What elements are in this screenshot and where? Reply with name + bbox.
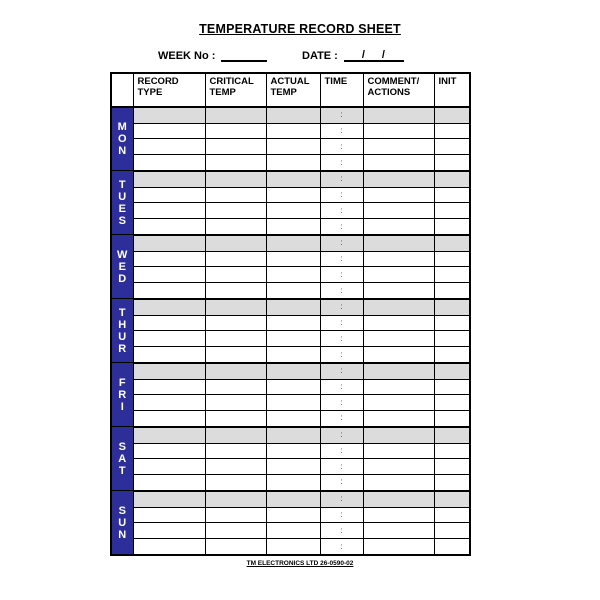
time-cell[interactable]: :: [320, 379, 363, 395]
init-cell[interactable]: [434, 187, 470, 203]
date-blank[interactable]: [344, 50, 404, 62]
time-cell[interactable]: :: [320, 187, 363, 203]
comment-cell[interactable]: [363, 347, 434, 363]
init-cell[interactable]: [434, 251, 470, 267]
week-field: [158, 50, 267, 62]
init-cell[interactable]: [434, 363, 470, 379]
record-type-cell[interactable]: [133, 427, 205, 443]
column-header-time: TIME: [320, 73, 363, 107]
init-cell[interactable]: [434, 203, 470, 219]
comment-cell[interactable]: [363, 475, 434, 491]
table-row: [111, 267, 470, 283]
comment-cell[interactable]: [363, 235, 434, 251]
init-cell[interactable]: [434, 395, 470, 411]
critical-temp-cell[interactable]: [205, 139, 266, 155]
date-label: DATE :: [302, 50, 338, 62]
column-header-comment-actions: COMMENT/ ACTIONS: [363, 73, 434, 107]
init-cell[interactable]: [434, 523, 470, 539]
time-cell[interactable]: :: [320, 331, 363, 347]
day-letter: H: [118, 318, 127, 331]
day-letter: E: [118, 260, 126, 273]
actual-temp-cell[interactable]: [266, 187, 320, 203]
table-row: [111, 219, 470, 235]
table-row: [111, 491, 470, 507]
critical-temp-cell[interactable]: [205, 411, 266, 427]
table-row: [111, 331, 470, 347]
critical-temp-cell[interactable]: [205, 443, 266, 459]
table-row: [111, 363, 470, 379]
comment-cell[interactable]: [363, 203, 434, 219]
init-cell[interactable]: [434, 235, 470, 251]
sheet-title: TEMPERATURE RECORD SHEET: [199, 22, 401, 36]
table-row: [111, 139, 470, 155]
record-type-cell[interactable]: [133, 475, 205, 491]
actual-temp-cell[interactable]: [266, 171, 320, 187]
record-sheet: [110, 0, 490, 600]
record-type-cell[interactable]: [133, 155, 205, 171]
time-cell[interactable]: :: [320, 363, 363, 379]
record-table-body: [111, 107, 470, 555]
table-row: [111, 155, 470, 171]
critical-temp-cell[interactable]: [205, 427, 266, 443]
table-row: [111, 395, 470, 411]
comment-cell[interactable]: [363, 379, 434, 395]
actual-temp-cell[interactable]: [266, 475, 320, 491]
comment-cell[interactable]: [363, 315, 434, 331]
record-type-cell[interactable]: [133, 315, 205, 331]
actual-temp-cell[interactable]: [266, 491, 320, 507]
record-type-cell[interactable]: [133, 523, 205, 539]
day-letter: F: [118, 376, 126, 389]
time-cell[interactable]: :: [320, 203, 363, 219]
record-type-cell[interactable]: [133, 203, 205, 219]
time-cell[interactable]: :: [320, 299, 363, 315]
comment-cell[interactable]: [363, 299, 434, 315]
init-cell[interactable]: [434, 379, 470, 395]
column-header-actual-temp: ACTUAL TEMP: [266, 73, 320, 107]
day-letter: S: [118, 214, 126, 227]
day-letter: S: [118, 504, 126, 517]
actual-temp-cell[interactable]: [266, 395, 320, 411]
column-header-record-type: RECORD TYPE: [133, 73, 205, 107]
table-row: [111, 427, 470, 443]
day-letter: M: [117, 121, 127, 134]
actual-temp-cell[interactable]: [266, 299, 320, 315]
date-slash: /: [361, 49, 365, 61]
actual-temp-cell[interactable]: [266, 123, 320, 139]
column-header-init: INIT: [434, 73, 470, 107]
init-cell[interactable]: [434, 267, 470, 283]
critical-temp-cell[interactable]: [205, 459, 266, 475]
time-cell[interactable]: :: [320, 475, 363, 491]
init-cell[interactable]: [434, 171, 470, 187]
critical-temp-cell[interactable]: [205, 475, 266, 491]
init-cell[interactable]: [434, 219, 470, 235]
table-row: [111, 123, 470, 139]
day-letter: T: [118, 464, 126, 477]
critical-temp-cell[interactable]: [205, 251, 266, 267]
comment-cell[interactable]: [363, 171, 434, 187]
actual-temp-cell[interactable]: [266, 379, 320, 395]
day-label: [111, 427, 133, 491]
record-type-cell[interactable]: [133, 171, 205, 187]
init-cell[interactable]: [434, 491, 470, 507]
record-type-cell[interactable]: [133, 347, 205, 363]
table-row: [111, 171, 470, 187]
actual-temp-cell[interactable]: [266, 267, 320, 283]
time-cell[interactable]: :: [320, 267, 363, 283]
day-label: [111, 107, 133, 171]
day-label: [111, 171, 133, 235]
actual-temp-cell[interactable]: [266, 363, 320, 379]
day-letter: R: [118, 342, 127, 355]
week-blank[interactable]: [221, 50, 267, 62]
time-cell[interactable]: :: [320, 123, 363, 139]
actual-temp-cell[interactable]: [266, 203, 320, 219]
critical-temp-cell[interactable]: [205, 507, 266, 523]
init-cell[interactable]: [434, 475, 470, 491]
critical-temp-cell[interactable]: [205, 155, 266, 171]
table-row: [111, 251, 470, 267]
table-row: [111, 539, 470, 555]
day-letter: R: [118, 388, 127, 401]
actual-temp-cell[interactable]: [266, 235, 320, 251]
day-letter: E: [118, 202, 126, 215]
record-type-cell[interactable]: [133, 267, 205, 283]
init-cell[interactable]: [434, 155, 470, 171]
time-cell[interactable]: :: [320, 283, 363, 299]
record-type-cell[interactable]: [133, 507, 205, 523]
day-label: [111, 491, 133, 555]
comment-cell[interactable]: [363, 251, 434, 267]
time-cell[interactable]: :: [320, 251, 363, 267]
actual-temp-cell[interactable]: [266, 507, 320, 523]
table-row: [111, 107, 470, 123]
record-type-cell[interactable]: [133, 395, 205, 411]
comment-cell[interactable]: [363, 267, 434, 283]
table-row: [111, 523, 470, 539]
record-type-cell[interactable]: [133, 491, 205, 507]
critical-temp-cell[interactable]: [205, 235, 266, 251]
critical-temp-cell[interactable]: [205, 123, 266, 139]
table-row: [111, 203, 470, 219]
actual-temp-cell[interactable]: [266, 155, 320, 171]
comment-cell[interactable]: [363, 363, 434, 379]
comment-cell[interactable]: [363, 123, 434, 139]
time-cell[interactable]: :: [320, 171, 363, 187]
comment-cell[interactable]: [363, 411, 434, 427]
day-letter: D: [118, 272, 127, 285]
day-letter: N: [118, 145, 127, 158]
actual-temp-cell[interactable]: [266, 459, 320, 475]
day-letter: T: [118, 306, 126, 319]
init-cell[interactable]: [434, 507, 470, 523]
init-cell[interactable]: [434, 299, 470, 315]
record-table: [110, 72, 471, 556]
column-header-critical-temp: CRITICAL TEMP: [205, 73, 266, 107]
record-type-cell[interactable]: [133, 331, 205, 347]
day-letter: N: [118, 528, 127, 541]
record-type-cell[interactable]: [133, 235, 205, 251]
table-row: [111, 411, 470, 427]
critical-temp-cell[interactable]: [205, 539, 266, 555]
critical-temp-cell[interactable]: [205, 315, 266, 331]
init-cell[interactable]: [434, 107, 470, 123]
day-letter: U: [118, 190, 127, 203]
record-type-cell[interactable]: [133, 123, 205, 139]
time-cell[interactable]: :: [320, 507, 363, 523]
actual-temp-cell[interactable]: [266, 315, 320, 331]
comment-cell[interactable]: [363, 427, 434, 443]
init-cell[interactable]: [434, 427, 470, 443]
comment-cell[interactable]: [363, 523, 434, 539]
critical-temp-cell[interactable]: [205, 299, 266, 315]
day-letter: S: [118, 440, 126, 453]
actual-temp-cell[interactable]: [266, 331, 320, 347]
table-row: [111, 507, 470, 523]
time-cell[interactable]: :: [320, 459, 363, 475]
table-row: [111, 315, 470, 331]
record-type-cell[interactable]: [133, 363, 205, 379]
time-cell[interactable]: :: [320, 539, 363, 555]
table-row: [111, 235, 470, 251]
table-row: [111, 187, 470, 203]
time-cell[interactable]: :: [320, 427, 363, 443]
day-letter: T: [118, 178, 126, 191]
record-type-cell[interactable]: [133, 459, 205, 475]
comment-cell[interactable]: [363, 395, 434, 411]
time-cell[interactable]: :: [320, 315, 363, 331]
date-field: [302, 50, 404, 62]
record-type-cell[interactable]: [133, 251, 205, 267]
init-cell[interactable]: [434, 411, 470, 427]
time-cell[interactable]: :: [320, 491, 363, 507]
table-row: [111, 299, 470, 315]
record-type-cell[interactable]: [133, 539, 205, 555]
init-cell[interactable]: [434, 315, 470, 331]
day-label: [111, 363, 133, 427]
critical-temp-cell[interactable]: [205, 107, 266, 123]
day-label: [111, 299, 133, 363]
critical-temp-cell[interactable]: [205, 171, 266, 187]
day-letter: A: [118, 452, 127, 465]
table-row: [111, 475, 470, 491]
actual-temp-cell[interactable]: [266, 139, 320, 155]
comment-cell[interactable]: [363, 443, 434, 459]
actual-temp-cell[interactable]: [266, 443, 320, 459]
comment-cell[interactable]: [363, 507, 434, 523]
critical-temp-cell[interactable]: [205, 395, 266, 411]
comment-cell[interactable]: [363, 187, 434, 203]
comment-cell[interactable]: [363, 283, 434, 299]
critical-temp-cell[interactable]: [205, 267, 266, 283]
week-label: WEEK No :: [158, 50, 216, 62]
actual-temp-cell[interactable]: [266, 251, 320, 267]
time-cell[interactable]: :: [320, 155, 363, 171]
date-slash: /: [381, 49, 385, 61]
time-cell[interactable]: :: [320, 235, 363, 251]
time-cell[interactable]: :: [320, 411, 363, 427]
init-cell[interactable]: [434, 331, 470, 347]
time-cell[interactable]: :: [320, 523, 363, 539]
table-row: [111, 459, 470, 475]
critical-temp-cell[interactable]: [205, 283, 266, 299]
init-cell[interactable]: [434, 539, 470, 555]
time-cell[interactable]: :: [320, 443, 363, 459]
day-letter: U: [118, 516, 127, 529]
actual-temp-cell[interactable]: [266, 219, 320, 235]
comment-cell[interactable]: [363, 459, 434, 475]
record-type-cell[interactable]: [133, 107, 205, 123]
time-cell[interactable]: :: [320, 107, 363, 123]
day-label: [111, 235, 133, 299]
comment-cell[interactable]: [363, 139, 434, 155]
critical-temp-cell[interactable]: [205, 523, 266, 539]
comment-cell[interactable]: [363, 491, 434, 507]
critical-temp-cell[interactable]: [205, 331, 266, 347]
record-type-cell[interactable]: [133, 219, 205, 235]
time-cell[interactable]: :: [320, 395, 363, 411]
header-row: [111, 73, 470, 107]
init-cell[interactable]: [434, 139, 470, 155]
critical-temp-cell[interactable]: [205, 219, 266, 235]
day-letter: U: [118, 330, 127, 343]
comment-cell[interactable]: [363, 331, 434, 347]
day-letter: O: [117, 133, 127, 146]
critical-temp-cell[interactable]: [205, 347, 266, 363]
record-type-cell[interactable]: [133, 299, 205, 315]
record-type-cell[interactable]: [133, 443, 205, 459]
table-row: [111, 443, 470, 459]
init-cell[interactable]: [434, 123, 470, 139]
record-type-cell[interactable]: [133, 283, 205, 299]
record-type-cell[interactable]: [133, 187, 205, 203]
day-letter: W: [117, 248, 128, 261]
critical-temp-cell[interactable]: [205, 187, 266, 203]
actual-temp-cell[interactable]: [266, 523, 320, 539]
init-cell[interactable]: [434, 347, 470, 363]
actual-temp-cell[interactable]: [266, 283, 320, 299]
time-cell[interactable]: :: [320, 219, 363, 235]
critical-temp-cell[interactable]: [205, 491, 266, 507]
time-cell[interactable]: :: [320, 139, 363, 155]
table-row: [111, 379, 470, 395]
actual-temp-cell[interactable]: [266, 427, 320, 443]
comment-cell[interactable]: [363, 219, 434, 235]
comment-cell[interactable]: [363, 155, 434, 171]
init-cell[interactable]: [434, 283, 470, 299]
comment-cell[interactable]: [363, 107, 434, 123]
critical-temp-cell[interactable]: [205, 379, 266, 395]
table-row: [111, 283, 470, 299]
actual-temp-cell[interactable]: [266, 411, 320, 427]
record-type-cell[interactable]: [133, 139, 205, 155]
footer-text: TM ELECTRONICS LTD 26-0590-02: [246, 560, 354, 567]
time-cell[interactable]: :: [320, 347, 363, 363]
actual-temp-cell[interactable]: [266, 107, 320, 123]
comment-cell[interactable]: [363, 539, 434, 555]
init-cell[interactable]: [434, 443, 470, 459]
day-letter: I: [120, 400, 124, 413]
critical-temp-cell[interactable]: [205, 363, 266, 379]
table-row: [111, 347, 470, 363]
critical-temp-cell[interactable]: [205, 203, 266, 219]
actual-temp-cell[interactable]: [266, 539, 320, 555]
record-type-cell[interactable]: [133, 411, 205, 427]
column-header: [111, 73, 133, 107]
init-cell[interactable]: [434, 459, 470, 475]
record-type-cell[interactable]: [133, 379, 205, 395]
actual-temp-cell[interactable]: [266, 347, 320, 363]
